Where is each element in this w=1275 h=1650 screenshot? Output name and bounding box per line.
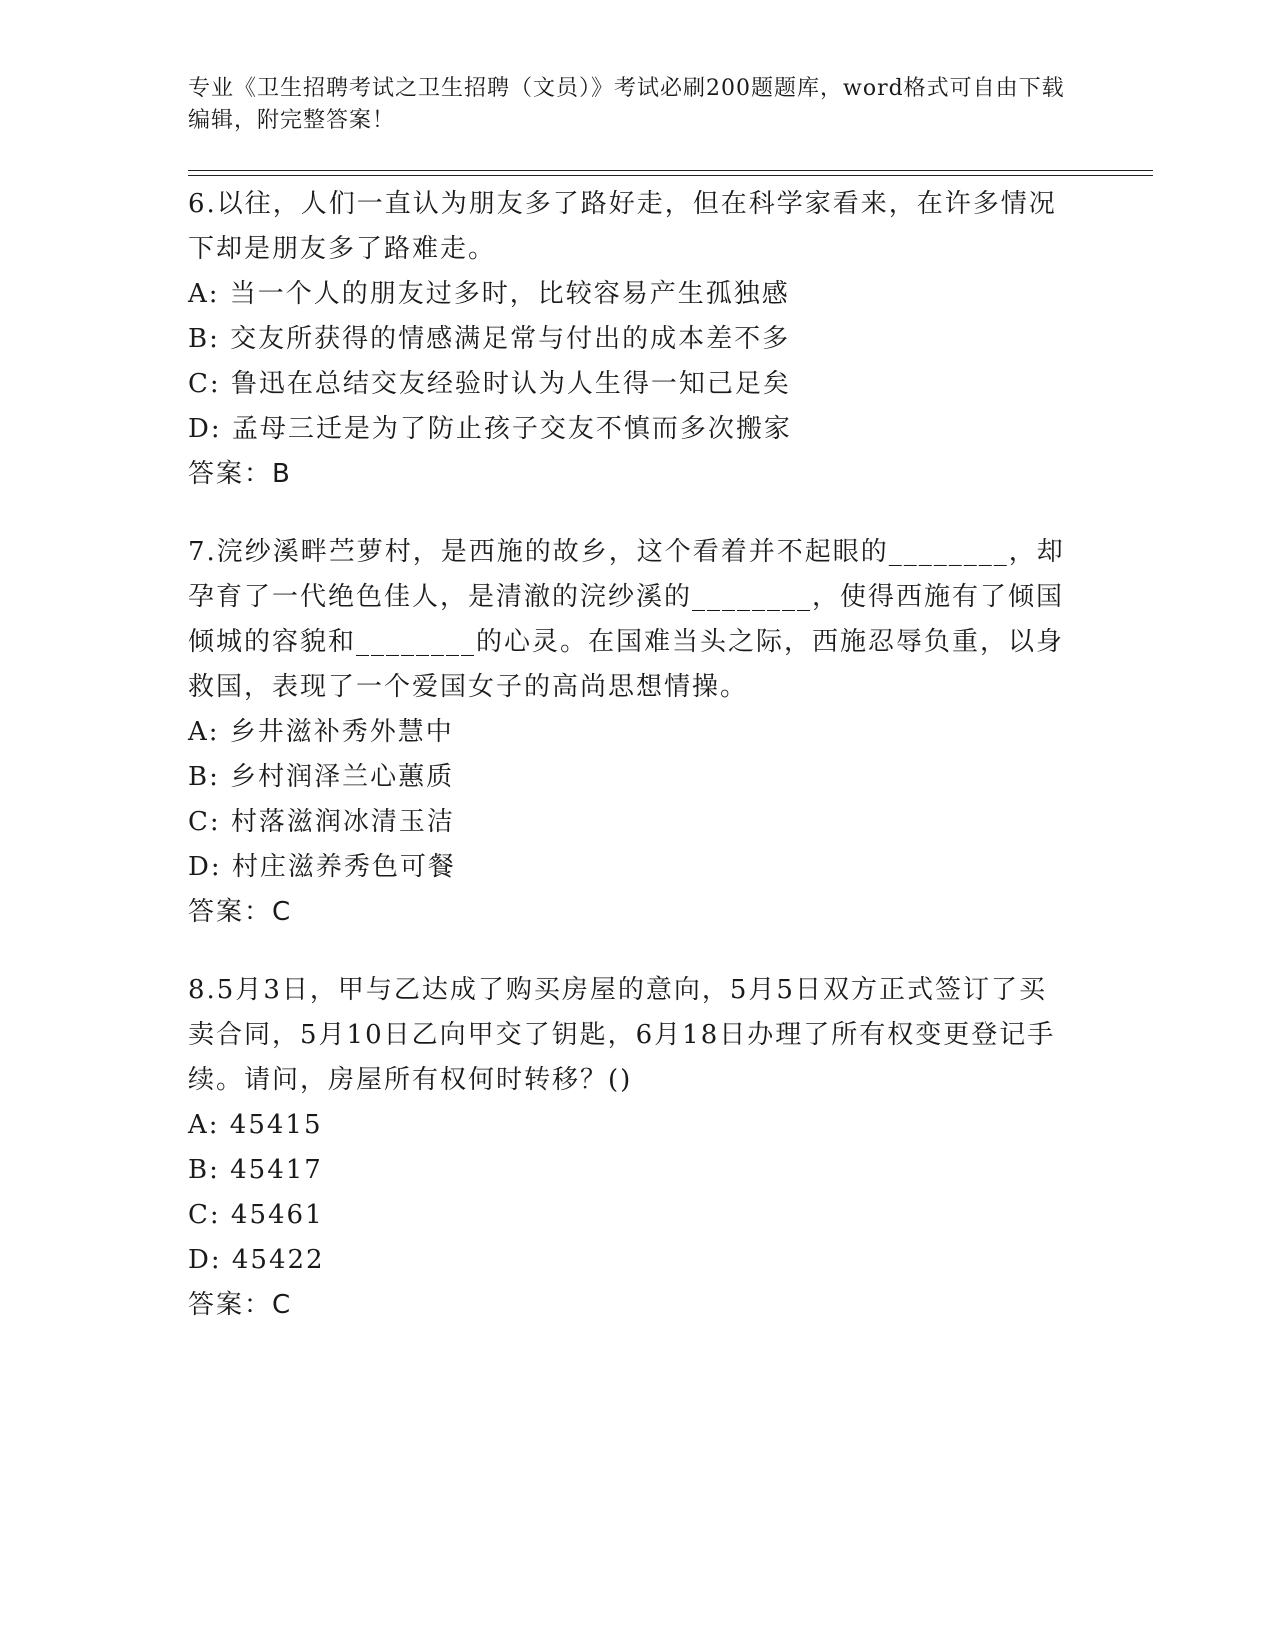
question-stem: 7.浣纱溪畔苎萝村，是西施的故乡，这个看着并不起眼的________，却孕育了一代绝色佳人，是清澈的浣纱溪的________，使得西施有了倾国倾城的容貌和________的心灵。在国难当头之际，西施忍辱负重，以身救国，表现了一个爱国女子的高尚思想情操。: [188, 537, 1065, 702]
option-b: B: 交友所获得的情感满足常与付出的成本差不多: [188, 324, 791, 354]
answer-line: 答案：C: [188, 1290, 293, 1320]
option-c: C: 鲁迅在总结交友经验时认为人生得一知己足矣: [188, 369, 791, 399]
option-a: A: 当一个人的朋友过多时，比较容易产生孤独感: [188, 279, 790, 309]
option-b: B: 乡村润泽兰心蕙质: [188, 762, 455, 792]
option-a: A: 乡井滋补秀外慧中: [188, 717, 454, 747]
document-header: 专业《卫生招聘考试之卫生招聘（文员）》考试必刷200题题库，word格式可自由下载编辑，附完整答案！: [188, 76, 1065, 133]
answer-line: 答案：C: [188, 897, 293, 927]
question-6: [188, 182, 1068, 497]
option-c: C: 45461: [188, 1200, 324, 1230]
option-a: A: 45415: [188, 1110, 323, 1140]
question-stem: 6.以往，人们一直认为朋友多了路好走，但在科学家看来，在许多情况下却是朋友多了路难走。: [188, 189, 1057, 264]
answer-line: 答案：B: [188, 459, 292, 489]
header-divider-bottom: [188, 175, 1153, 176]
option-b: B: 45417: [188, 1155, 323, 1185]
question-8: [188, 968, 1068, 1328]
question-stem: 8.5月3日，甲与乙达成了购买房屋的意向，5月5日双方正式签订了买卖合同，5月10日乙向甲交了钥匙，6月18日办理了所有权变更登记手续。请问，房屋所有权何时转移？(): [188, 975, 1056, 1095]
option-d: D: 孟母三迁是为了防止孩子交友不慎而多次搬家: [188, 414, 792, 444]
option-d: D: 村庄滋养秀色可餐: [188, 852, 456, 882]
question-7: [188, 530, 1068, 935]
header-divider-top: [188, 170, 1153, 171]
option-c: C: 村落滋润冰清玉洁: [188, 807, 455, 837]
option-d: D: 45422: [188, 1245, 325, 1275]
